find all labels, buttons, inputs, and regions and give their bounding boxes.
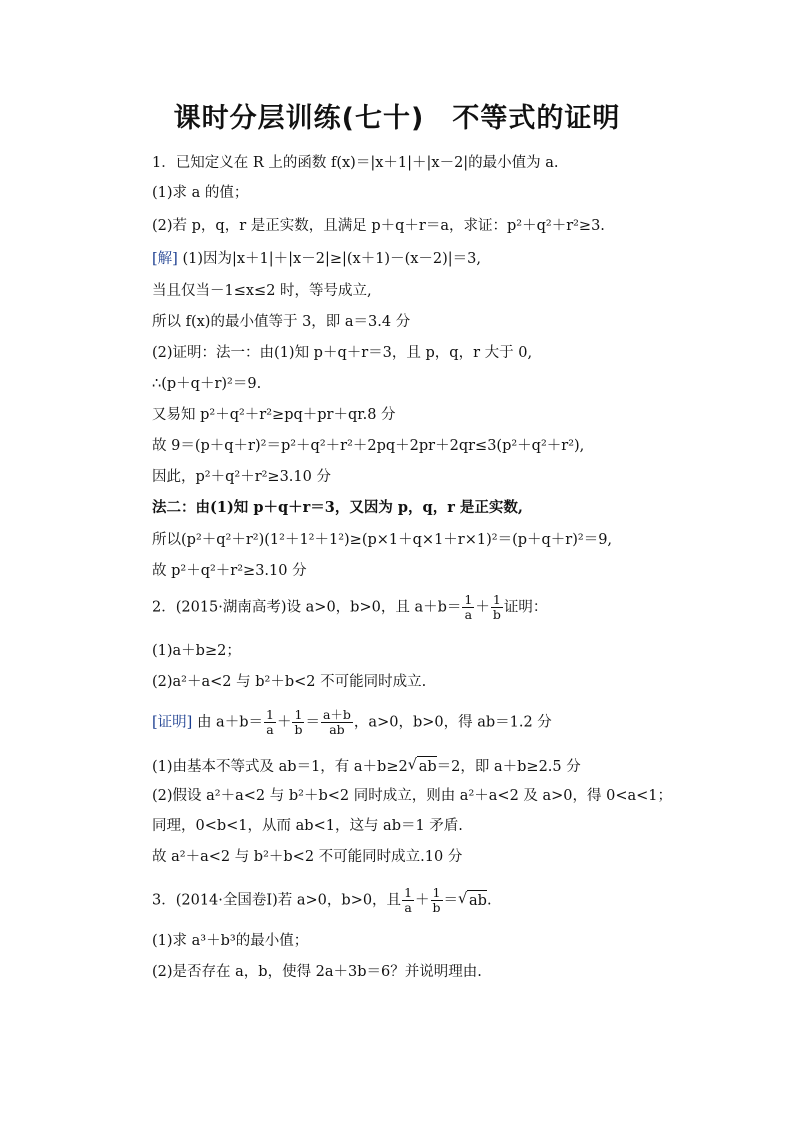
- q3-stem: [152, 886, 492, 915]
- sqrt-ab: √ ab: [417, 756, 437, 777]
- q1-solution-text: (1)因为|x＋1|＋|x－2|≥|(x＋1)－(x－2)|＝3,: [182, 251, 482, 267]
- fraction-denominator: a: [464, 607, 473, 622]
- q2-proof-line-3: (2)假设 a²＋a<2 与 b²＋b<2 同时成立，则由 a²＋a<2 及 a>0，得 0<a<1；: [152, 788, 673, 804]
- q1-solution-line-2: 当且仅当－1≤x≤2 时，等号成立,: [152, 283, 372, 299]
- fraction-numerator: 1: [464, 592, 473, 607]
- fraction-denominator: ab: [329, 722, 345, 737]
- fraction-1-over-b: [431, 886, 443, 915]
- q1-solution-line-1: [152, 249, 481, 269]
- q2-part1: (1)a＋b≥2；: [152, 643, 241, 659]
- q2-proof-line-2: [152, 756, 581, 777]
- fraction-1-over-a: [264, 708, 276, 737]
- q1-part2: (2)若 p，q，r 是正实数，且满足 p＋q＋r＝a，求证：p²＋q²＋r²≥3.: [152, 218, 605, 234]
- q1-solution-line-11: 故 p²＋q²＋r²≥3.10 分: [152, 563, 307, 579]
- plus-sign: ＋: [276, 714, 292, 731]
- q1-solution-line-6: 又易知 p²＋q²＋r²≥pq＋pr＋qr.8 分: [152, 407, 396, 423]
- q2-part2: (2)a²＋a<2 与 b²＋b<2 不可能同时成立.: [152, 674, 427, 690]
- fraction-numerator: 1: [292, 708, 304, 723]
- fraction-1-over-b: [491, 593, 503, 622]
- q1-solution-line-8: 因此，p²＋q²＋r²≥3.10 分: [152, 469, 331, 485]
- q1-solution-line-5: ∴(p＋q＋r)²＝9.: [152, 376, 262, 392]
- fraction-numerator: 1: [431, 886, 443, 901]
- q1-part1: (1)求 a 的值；: [152, 185, 249, 201]
- q1-solution-line-7: 故 9＝(p＋q＋r)²＝p²＋q²＋r²＋2pq＋2pr＋2qr≤3(p²＋q²＋r²),: [152, 438, 585, 454]
- fraction-1-over-a: [402, 886, 414, 915]
- q2-proof-text: (1)由基本不等式及 ab＝1，有 a＋b≥2: [152, 759, 408, 775]
- q1-solution-line-10: 所以(p²＋q²＋r²)(1²＋1²＋1²)≥(p×1＋q×1＋r×1)²＝(p＋q＋r)²＝9,: [152, 532, 613, 548]
- fraction-numerator: 1: [491, 593, 503, 608]
- q2-proof-text: 由 a＋b＝: [196, 714, 263, 731]
- q1-stem: 1．已知定义在 R 上的函数 f(x)＝|x＋1|＋|x－2|的最小值为 a.: [152, 155, 559, 171]
- q2-proof-tail: ＝2，即 a＋b≥2.5 分: [436, 759, 581, 775]
- plus-sign: ＋: [475, 599, 490, 616]
- q3-stem-tail: .: [486, 892, 492, 909]
- q2-stem: [152, 593, 547, 622]
- equals-sign: ＝: [443, 892, 459, 909]
- q2-proof-tail: ，a>0，b>0，得 ab＝1.2 分: [353, 714, 552, 731]
- fraction-numerator: 1: [404, 885, 413, 900]
- q2-proof-line-5: 故 a²＋a<2 与 b²＋b<2 不可能同时成立.10 分: [152, 849, 463, 865]
- q2-proof-line-1: [152, 708, 552, 737]
- equals-sign: ＝: [305, 714, 320, 731]
- fraction-1-over-a: [462, 593, 474, 622]
- fraction-1-over-b: [292, 708, 304, 737]
- fraction-denominator: b: [492, 607, 501, 622]
- q1-solution-line-4: (2)证明：法一：由(1)知 p＋q＋r＝3，且 p，q，r 大于 0,: [152, 345, 533, 361]
- q2-proof-line-4: 同理，0<b<1，从而 ab<1，这与 ab＝1 矛盾.: [152, 818, 463, 834]
- plus-sign: ＋: [415, 892, 430, 909]
- fraction-numerator: 1: [265, 707, 274, 722]
- fraction-apb-over-ab: [321, 708, 353, 737]
- fraction-numerator: a＋b: [322, 707, 351, 722]
- q2-stem-text: 2．(2015·湖南高考)设 a>0，b>0，且 a＋b＝: [152, 599, 462, 616]
- proof-tag: [证明]: [152, 714, 193, 731]
- q3-part2: (2)是否存在 a，b，使得 2a＋3b＝6？并说明理由.: [152, 964, 482, 980]
- fraction-denominator: a: [404, 900, 412, 915]
- q3-stem-text: 3．(2014·全国卷Ⅰ)若 a>0，b>0，且: [152, 892, 402, 909]
- q2-stem-tail: 证明：: [503, 599, 548, 616]
- q1-solution-line-9: 法二：由(1)知 p＋q＋r＝3，又因为 p，q，r 是正实数,: [152, 499, 523, 516]
- solution-tag: [解]: [152, 251, 178, 267]
- q1-solution-line-3: 所以 f(x)的最小值等于 3，即 a＝3.4 分: [152, 314, 411, 330]
- fraction-denominator: a: [266, 722, 274, 737]
- sqrt-ab: √ ab: [467, 890, 487, 911]
- page-title: 课时分层训练(七十) 不等式的证明: [173, 103, 621, 134]
- q3-part1: (1)求 a³＋b³的最小值；: [152, 933, 309, 949]
- fraction-denominator: b: [294, 722, 303, 737]
- fraction-denominator: b: [432, 900, 441, 915]
